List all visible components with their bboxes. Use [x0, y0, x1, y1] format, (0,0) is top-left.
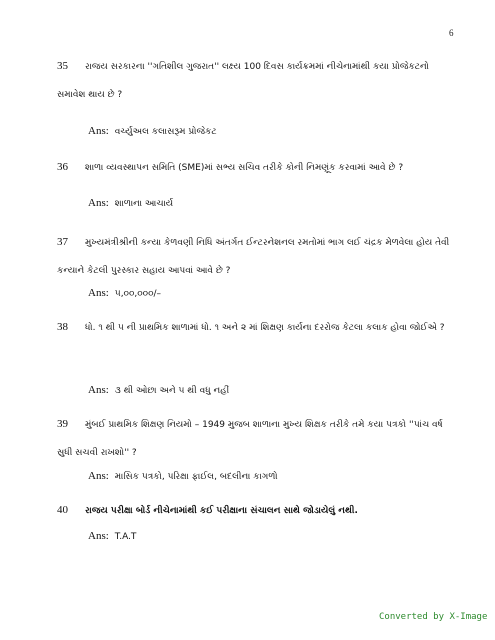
question-number: 37: [57, 236, 68, 248]
answer-text: ૫,૦૦,૦૦૦/–: [114, 289, 162, 299]
answer-label: Ans:: [88, 125, 109, 137]
answer-text: માસિક પત્રકો, પરિક્ષા ફાઈલ, બદલીના કાગળો: [114, 472, 278, 482]
question-text: મુખ્યમંત્રીશ્રીની કન્યા કેળવણી નિધિ અંતર્ગત ઈન્ટરનેશનલ રમતોમાં ભાગ લઈ ચંદ્રક મેળવેલા હોય તેવી કન્યાને કેટલી પુરસ્કાર સહાય આપવાં આવે છે ?: [57, 238, 450, 276]
answer-label: Ans:: [88, 384, 109, 396]
question-number: 35: [57, 60, 68, 72]
question-text: શાળા વ્યવસ્થાપન સમિતિ (SME)માં સભ્ય સચિવ તરીકે કોની નિમણૂંક કરવામાં આવે છે ?: [85, 163, 404, 173]
answer-37: [88, 286, 161, 301]
answer-text: શાળાના આચાર્ય: [114, 199, 174, 209]
answer-text: T.A.T: [114, 532, 137, 542]
question-36: [57, 153, 457, 182]
question-text: રાજય સરકારના ''ગતિશીલ ગુજરાત'' લક્ષ્ય 100 દિવસ કાર્યક્રમમાં નીચેનામાંથી કયા પ્રોજેકટનો સમાવેશ થાય છે ?: [57, 62, 429, 100]
question-text: રાજય પરીક્ષા બોર્ડ નીચેનામાંથી કઈ પરીક્ષાના સંચાલન સાથે જોડાયેલું નથી.: [85, 506, 358, 516]
page-number: 6: [449, 28, 454, 38]
question-text: ધો. ૧ થી ૫ ની પ્રાથમિક શાળામાં ધો. ૧ અને ૨ માં શિક્ષણ કાર્યના દરરોજ કેટલા કલાક હોવા જોઈએ ?: [85, 323, 445, 333]
question-number: 39: [57, 418, 68, 430]
question-40: [57, 496, 457, 525]
question-number: 40: [57, 504, 68, 516]
question-39: [57, 410, 457, 467]
question-35: [57, 52, 457, 109]
answer-40: [88, 529, 136, 544]
answer-36: [88, 196, 173, 211]
question-number: 38: [57, 321, 68, 333]
watermark-footer: Converted by X-Image: [379, 612, 488, 622]
question-37: [57, 228, 457, 285]
answer-label: Ans:: [88, 530, 109, 542]
answer-39: [88, 469, 278, 484]
answer-text: વર્ચ્યુઅલ કલાસરૂમ પ્રોજેકટ: [114, 127, 217, 137]
question-number: 36: [57, 161, 68, 173]
question-38: [57, 313, 457, 342]
answer-text: ૩ થી ઓછા અને ૫ થી વધુ નહીં: [114, 386, 230, 396]
answer-label: Ans:: [88, 197, 109, 209]
question-text: મુંબઈ પ્રાથમિક શિક્ષણ નિયમો – 1949 મુજબ શાળાના મુખ્ય શિક્ષક તરીકે તમે કયા પત્રકો ''પાંચ વર્ષ સુધી સચવી રાખશો'' ?: [57, 420, 443, 458]
answer-35: [88, 124, 217, 139]
answer-38: [88, 383, 229, 398]
answer-label: Ans:: [88, 470, 109, 482]
answer-label: Ans:: [88, 287, 109, 299]
